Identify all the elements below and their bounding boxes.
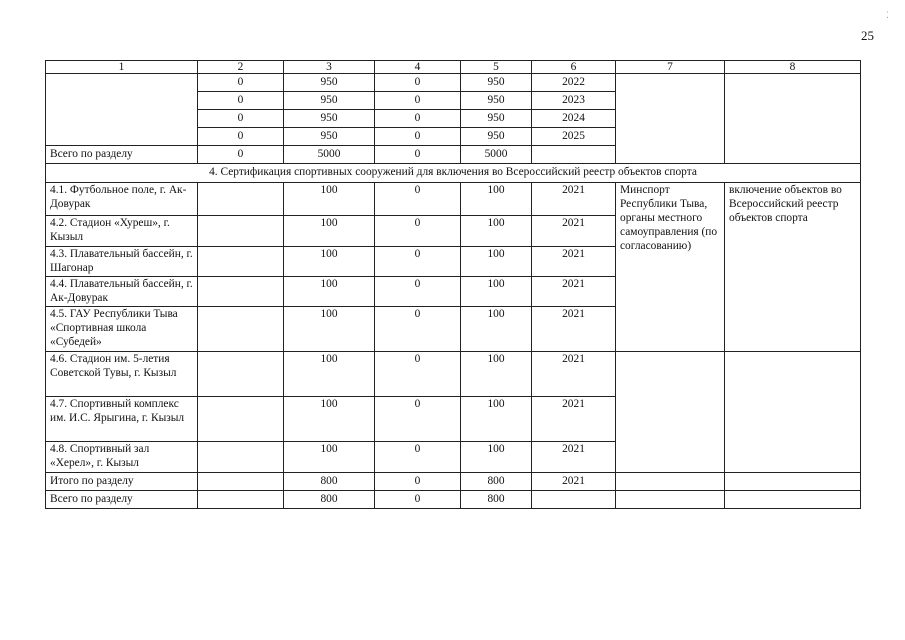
object-name: 4.3. Плавательный бассейн, г. Шагонар [46,247,198,277]
cell: 2021 [532,473,616,491]
section-heading-row [46,164,861,183]
cell [198,183,284,216]
cell: 950 [461,92,532,110]
object-name: 4.5. ГАУ Республики Тыва «Спортивная школа «Субедей» [46,307,198,352]
cell: 0 [375,397,461,442]
cell: 100 [284,397,375,442]
continued-name-cell [46,74,198,146]
cell: 0 [375,491,461,509]
cell: 100 [284,277,375,307]
cell: 2021 [532,307,616,352]
itogo-row [46,473,861,491]
cell: 0 [375,74,461,92]
cell: 100 [284,307,375,352]
cell: 100 [461,277,532,307]
cell [198,352,284,397]
cell: 2021 [532,442,616,473]
cell [198,473,284,491]
table-row [46,183,861,216]
cell: 100 [461,352,532,397]
cell: 2021 [532,247,616,277]
cell: 2023 [532,92,616,110]
cell: 100 [461,216,532,247]
cell: 800 [284,491,375,509]
page-number: 25 [861,28,874,43]
section-total-row [46,491,861,509]
cell: 950 [461,110,532,128]
cell [532,491,616,509]
table-row [46,74,861,92]
cell: 100 [284,442,375,473]
cell: 0 [375,307,461,352]
cell: 950 [284,110,375,128]
cell: 0 [198,74,284,92]
cell [198,216,284,247]
scan-speck: ⁚ [886,10,889,20]
cell: 0 [375,352,461,397]
column-number-row [46,61,861,74]
cell: 2021 [532,277,616,307]
col-header-8: 8 [725,61,861,74]
cell: 0 [375,92,461,110]
cell [198,397,284,442]
object-name: 4.2. Стадион «Хуреш», г. Кызыл [46,216,198,247]
col-header-1: 1 [46,61,198,74]
result-cell: включение объектов во Всероссийский реестр объектов спорта [725,183,861,352]
total-label: Всего по разделу [46,146,198,164]
cell: 2022 [532,74,616,92]
cell [616,491,725,509]
cell: 100 [461,442,532,473]
cell: 5000 [461,146,532,164]
cell: 2021 [532,183,616,216]
col-header-3: 3 [284,61,375,74]
cell: 950 [461,128,532,146]
itogo-label: Итого по разделу [46,473,198,491]
empty-result-cell [725,352,861,473]
responsible-cell: Минспорт Республики Тыва, органы местного самоуправления (по согласованию) [616,183,725,352]
object-name: 4.8. Спортивный зал «Херел», г. Кызыл [46,442,198,473]
col-header-4: 4 [375,61,461,74]
cell [198,277,284,307]
cell: 800 [461,473,532,491]
col-header-2: 2 [198,61,284,74]
cell: 0 [198,110,284,128]
cell: 0 [375,183,461,216]
cell [725,491,861,509]
cell [198,247,284,277]
cell: 2025 [532,128,616,146]
cell: 950 [461,74,532,92]
cell [198,491,284,509]
cell: 0 [198,146,284,164]
cell: 0 [198,92,284,110]
cell: 950 [284,128,375,146]
cell: 100 [284,247,375,277]
cell: 2021 [532,352,616,397]
cell [198,442,284,473]
col-header-6: 6 [532,61,616,74]
cell [198,307,284,352]
cell: 5000 [284,146,375,164]
cell: 0 [198,128,284,146]
cell: 100 [284,183,375,216]
cell: 0 [375,216,461,247]
cell: 2021 [532,397,616,442]
object-name: 4.6. Стадион им. 5-летия Советской Тувы, г. Кызыл [46,352,198,397]
cell: 0 [375,442,461,473]
col-header-7: 7 [616,61,725,74]
cell [616,473,725,491]
cell: 950 [284,74,375,92]
cell: 100 [461,247,532,277]
cell: 2021 [532,216,616,247]
cell: 0 [375,473,461,491]
continued-responsible-cell [616,74,725,164]
object-name: 4.7. Спортивный комплекс им. И.С. Ярыгина, г. Кызыл [46,397,198,442]
object-name: 4.4. Плавательный бассейн, г. Ак-Довурак [46,277,198,307]
empty-responsible-cell [616,352,725,473]
cell: 2024 [532,110,616,128]
total-label: Всего по разделу [46,491,198,509]
section-4-title: 4. Сертификация спортивных сооружений для включения во Всероссийский реестр объектов спорта [46,164,861,183]
cell: 0 [375,277,461,307]
object-name: 4.1. Футбольное поле, г. Ак-Довурак [46,183,198,216]
col-header-5: 5 [461,61,532,74]
cell: 800 [461,491,532,509]
cell: 100 [461,307,532,352]
cell: 800 [284,473,375,491]
cell: 950 [284,92,375,110]
cell: 0 [375,247,461,277]
cell: 100 [284,352,375,397]
cell: 0 [375,146,461,164]
cell: 100 [284,216,375,247]
cell: 0 [375,110,461,128]
cell: 100 [461,397,532,442]
table-row [46,352,861,397]
cell: 100 [461,183,532,216]
cell: 0 [375,128,461,146]
cell [532,146,616,164]
cell [725,473,861,491]
program-table [45,60,861,509]
continued-result-cell [725,74,861,164]
